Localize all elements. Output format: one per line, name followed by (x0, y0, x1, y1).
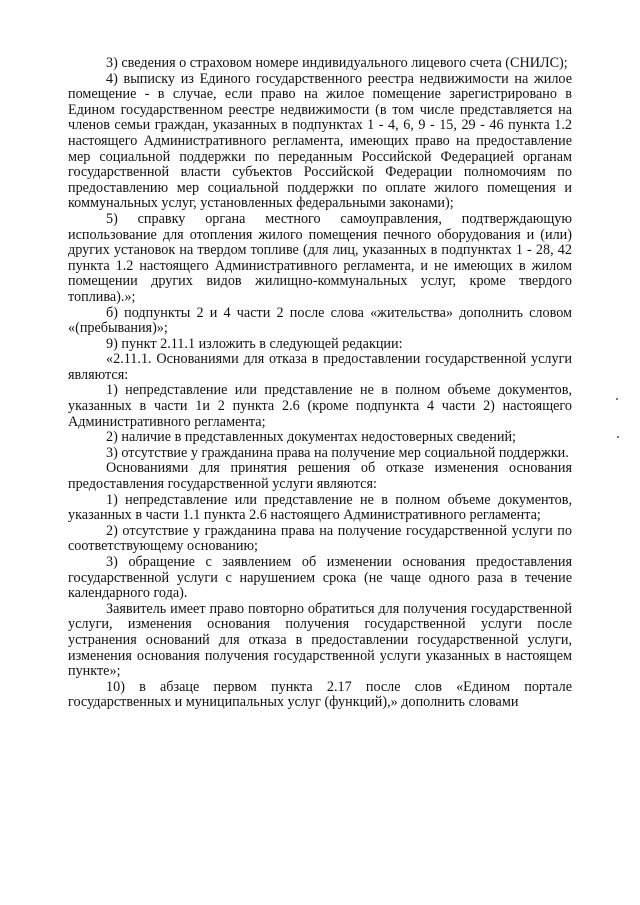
paragraph-snils: 3) сведения о страховом номере индивидуального лицевого счета (СНИЛС); (106, 55, 568, 71)
paragraph-change-refusal-intro: Основаниями для принятия решения об отказе изменения основания предоставления государственной услуги являются: (68, 460, 572, 493)
paragraph-item-9: 9) пункт 2.11.1 изложить в следующей редакции: (106, 335, 403, 352)
paragraph-change-refusal-3: 3) обращение с заявлением об изменении основания предоставления государственной услуги с нарушением срока (не чаще одного раза в течение календарного года). (68, 554, 572, 602)
paragraph-change-refusal-2: 2) отсутствие у гражданина права на получение государственной услуги по соответствующему основанию; (68, 522, 572, 555)
paragraph-refusal-ground-2: 2) наличие в представленных документах недостоверных сведений; (106, 429, 516, 446)
paragraph-heating-certificate: 5) справку органа местного самоуправления, подтверждающую использование для отопления жилого помещения печного оборудования и (или) других установок на твердом топливе (для лиц, указанных в подпунктах 1 - 28, 42 пункта 1.2 настоящего Административного регламента, и не имеющих в жилом помещении других видов жилищно-коммунальных услуг, кроме твердого топлива).»; (68, 210, 572, 305)
scan-speck (617, 436, 619, 438)
paragraph-refusal-ground-3: 3) отсутствие у гражданина права на получение мер социальной поддержки. (106, 444, 569, 461)
paragraph-change-refusal-1: 1) непредставление или представление не в полном объеме документов, указанных в части 1.1 пункта 2.6 настоящего Административного регламента; (68, 491, 572, 524)
paragraph-item-10: 10) в абзаце первом пункта 2.17 после слов «Едином портале государственных и муниципальных услуг (функций),» дополнить словами (68, 678, 572, 711)
paragraph-egrn-extract: 4) выписку из Единого государственного реестра недвижимости на жилое помещение - в случае, если право на жилое помещение зарегистрировано в Едином государственном реестре недвижимости (в том числе представляется на членов семьи граждан, указанных в подпунктах 1 - 4, 6, 9 - 15, 29 - 46 пункта 1.2 настоящего Административного регламента, имеющих право на предоставление мер социальной поддержки по переданным Российской Федерацией органам государственной власти субъектов Российской Федерации полномочиям по предоставлению мер социальной поддержки по оплате жилого помещения и коммунальных услуг, установленных федеральными законами); (68, 70, 572, 212)
paragraph-refusal-grounds-intro: «2.11.1. Основаниями для отказа в предоставлении государственной услуги являются: (68, 351, 572, 383)
scan-speck (616, 398, 618, 400)
paragraph-subpoints-amendment: б) подпункты 2 и 4 части 2 после слова «жительства» дополнить словом «(пребывания)»; (68, 304, 572, 337)
paragraph-refusal-ground-1: 1) непредставление или представление не в полном объеме документов, указанных в части 1и 2 пункта 2.6 (кроме подпункта 4 части 2) настоящего Административного регламента; (68, 382, 572, 430)
paragraph-reapply-right: Заявитель имеет право повторно обратиться для получения государственной услуги, изменения основания получения государственной услуги после устранения оснований для отказа в предоставлении государственной услуги, изменения основания получения государственной услуги указанных в настоящем пункте»; (68, 600, 572, 680)
